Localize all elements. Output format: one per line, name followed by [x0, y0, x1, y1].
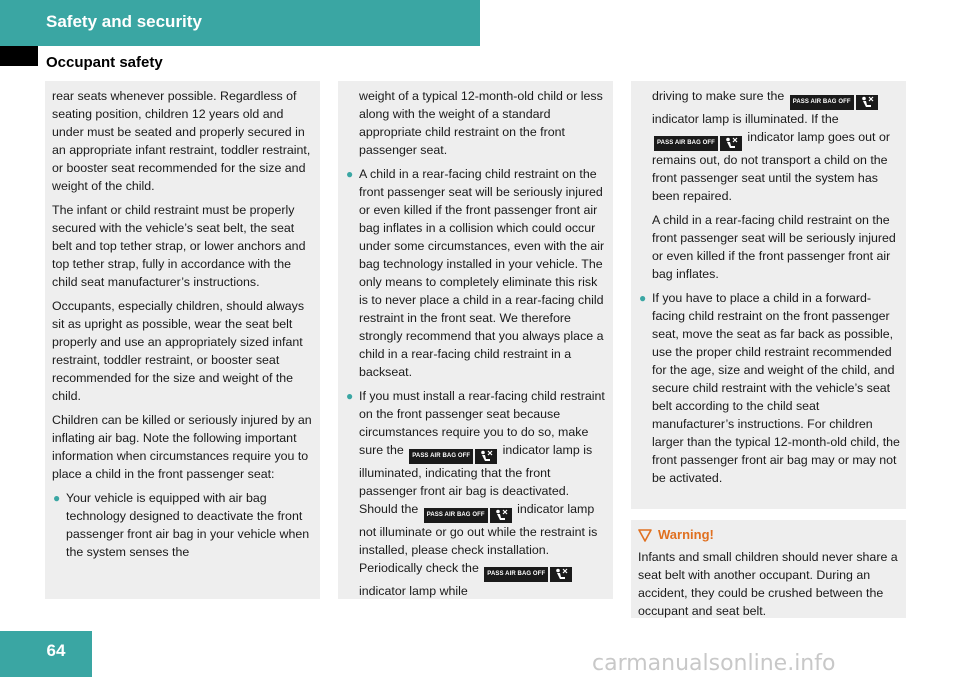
bullet-dot: ●: [346, 167, 354, 181]
paragraph: A child in a rear-facing child restraint on the front passenger seat will be seriously injured or even killed if the front passenger front air bag inflates.: [652, 213, 896, 281]
bullet-item: [638, 289, 900, 487]
bullet-text: indicator lamp not illuminate or go out while the restraint is installed, please check installation. Periodically check the: [359, 502, 598, 575]
chapter-title: Safety and security: [46, 12, 202, 31]
bullet-text: indicator lamp while: [359, 584, 468, 598]
paragraph: Children can be killed or seriously injured by an inflating air bag. Note the following important information when circumstances require you to place a child in the front passenger seat:: [52, 413, 312, 481]
paragraph: driving to make sure the PASS AIR BAG OFF indicator lamp is illuminated. If the PASS AIR BAG OFF indicator lamp goes out or remains out, do not transport a child on the front passenger seat until the system has been repaired.: [652, 89, 890, 203]
pass-airbag-off-indicator-icon: PASS AIR BAG OFF: [409, 449, 497, 464]
paragraph: rear seats whenever possible. Regardless of seating position, children 12 years old and under must be seated and properly secured in an appropriate infant restraint, toddler restraint, or booster seat recommended for the size and weight of the child.: [52, 89, 311, 193]
bullet-text: If you must install a rear-facing child restraint on the front passenger seat because circumstances require you to do so, make sure the: [359, 389, 605, 457]
warning-text: Infants and small children should never share a seat belt with another occupant. During an accident, they could be crushed between the occupant and seat belt.: [638, 550, 898, 618]
pass-airbag-off-indicator-icon: PASS AIR BAG OFF: [790, 95, 878, 110]
pass-airbag-off-indicator-icon: PASS AIR BAG OFF: [484, 567, 572, 582]
warning-triangle-icon: [638, 529, 652, 542]
bullet-text: Your vehicle is equipped with air bag technology designed to deactivate the front passenger front air bag in your vehicle when the system senses the: [66, 491, 310, 559]
warning-box: [631, 520, 906, 618]
paragraph: weight of a typical 12-month-old child or less along with the weight of a standard appropriate child restraint on the front passenger seat.: [359, 89, 603, 157]
warning-heading: Warning!: [638, 526, 900, 544]
column-3: [631, 81, 906, 509]
pass-airbag-off-indicator-icon: PASS AIR BAG OFF: [424, 508, 512, 523]
section-title: Occupant safety: [46, 54, 163, 71]
page-number: 64: [46, 641, 66, 660]
bullet-dot: ●: [639, 291, 647, 305]
section-marker: [0, 46, 38, 66]
bullet-dot: ●: [53, 491, 61, 505]
bullet-text: indicator lamp is illuminated, indicating that the front passenger front air bag is deactivated. Should the: [359, 443, 593, 516]
bullet-text: If you have to place a child in a forward-facing child restraint on the front passenger seat, move the seat as far back as possible, use the proper child restraint recommended for the age, size and weight of the child, and secure child restraint with the vehicle’s seat belt according to the child seat manufacturer’s instructions. For children larger than the typical 12-month-old child, the front passenger front air bag may or may not be activated.: [652, 291, 900, 485]
watermark-text: carmanualsonline.info: [592, 651, 836, 676]
bullet-text: A child in a rear-facing child restraint on the front passenger seat will be seriously injured or even killed if the front passenger front air bag inflates in a collision which could occur under some circumstances, even with the air bag technology installed in your vehicle. The only means to completely eliminate this risk is to never place a child in a rear-facing child restraint in the front seat. We therefore strongly recommend that you always place a child in a rear-facing child restraint in a backseat.: [359, 167, 605, 379]
bullet-dot: ●: [346, 389, 354, 403]
column-1: [45, 81, 320, 599]
bullet-item: [345, 387, 607, 600]
paragraph: Occupants, especially children, should always sit as upright as possible, wear the seat belt properly and use an appropriately sized infant restraint, toddler restraint, or booster seat recommended for the size and weight of the child.: [52, 299, 305, 403]
pass-airbag-off-indicator-icon: PASS AIR BAG OFF: [654, 136, 742, 151]
paragraph: The infant or child restraint must be properly secured with the vehicle’s seat belt, the seat belt and top tether strap, or lower anchors and top tether strap, fully in accordance with the child seat manufacturer’s instructions.: [52, 203, 306, 289]
bullet-item: [52, 489, 314, 561]
bullet-item: [345, 165, 607, 381]
column-2: [338, 81, 613, 599]
